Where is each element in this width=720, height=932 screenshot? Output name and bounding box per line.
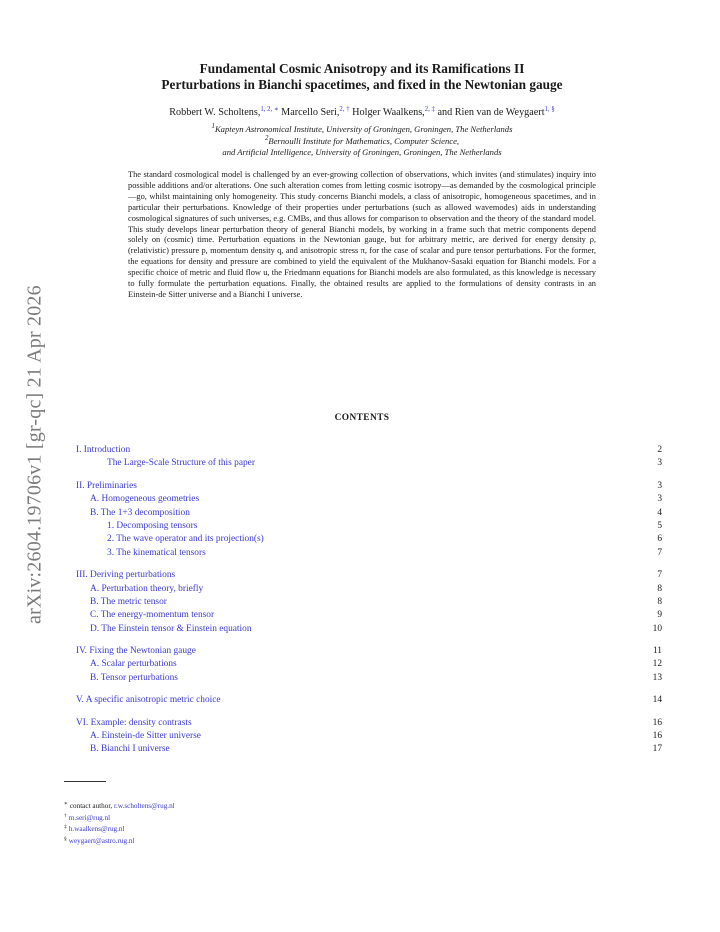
toc-entry[interactable] [76,507,662,520]
toc-entry-link[interactable]: IV. Fixing the Newtonian gauge [76,646,196,657]
author-2: Marcello Seri,$^{2, \dagger}$ [281,106,350,118]
toc-entry-page: 7 [657,547,662,558]
title-line-1: Fundamental Cosmic Anisotropy and its Ramifications II [199,61,525,76]
footnote-email-link[interactable]: h.waalkens@rug.nl [68,825,125,834]
footnote [64,813,175,825]
footnote-email-link[interactable]: r.w.scholtens@rug.nl [114,802,175,810]
abstract: The standard cosmological model is challenged by an ever-growing collection of observations, which invites (and stimulates) inquiry into possible additions and/or alterations. One such alteration comes from letting cosmic isotropy—as demanded by the cosmological principle—go, whilst maintaining only homogeneity. This study concerns Bianchi models, a class of anisotropic, homogeneous spacetimes, and in particular their perturbations. Knowledge of their properties under perturbations (such as allowed wavemodes) aids in understanding cosmological signatures of such universes, e.g. CMBs, and thus allows for comparison to observation and the theory of the standard model. This study develops linear perturbation theory of general Bianchi models, by working in a frame such that metric components depend solely on (cosmic) time. Perturbation equations in the Newtonian gauge, but for arbitrary metric, are derived for energy density ρ, (relativistic) pressure p, momentum density q, and anisotropic stress π, for the case of scalar and pure tensor perturbations. For the former, the equations for density and pressure are combined to yield the equivalent of the Mukhanov-Sasaki equation for Bianchi models. For a specific choice of metric and fluid flow u, the Friedmann equations for Bianchi models are also formulated, as this knowledge is necessary to fully formulate the perturbation equations. Finally, the obtained results are applied to the formulations of density contrasts in an Einstein-de Sitter universe and a Bianchi I universe. [128,170,596,299]
author-3-mark[interactable]: 2, ‡ [424,106,435,113]
affiliation-2: $^2$Bernoulli Institute for Mathematics, Computer Science, [264,134,460,146]
toc-entry-page: 9 [657,610,662,621]
toc-entry[interactable] [76,480,662,493]
toc-entry[interactable] [76,743,662,756]
footnote [64,836,175,848]
toc-entry-page: 6 [657,534,662,545]
contents-heading: CONTENTS [334,413,390,423]
toc-entry[interactable] [76,694,662,707]
toc-entry-page: 3 [657,480,662,491]
arxiv-sidebar-stamp: arXiv:2604.19706v1 [gr-qc] 21 Apr 2026 [23,285,46,625]
toc-entry-link[interactable]: V. A specific anisotropic metric choice [76,695,221,706]
toc-entry-page: 10 [652,623,662,634]
toc-entry-link[interactable]: 3. The kinematical tensors [107,547,206,558]
toc-entry[interactable] [76,533,662,546]
toc-entry-page: 17 [652,744,662,755]
footnote-email-link[interactable]: m.seri@rug.nl [68,813,111,822]
toc-entry-page: 2 [657,445,662,455]
toc-entry-link[interactable]: 1. Decomposing tensors [107,520,198,531]
toc-entry-link[interactable]: III. Deriving perturbations [76,570,176,581]
footnote-mark: § [64,835,67,842]
toc-entry-link[interactable]: II. Preliminaries [76,480,137,491]
toc-entry-page: 16 [652,717,662,728]
title-line-2: Perturbations in Bianchi spacetimes, and fixed in the Newtonian gauge [161,77,563,92]
toc-group-gap [76,708,662,717]
table-of-contents [76,444,662,757]
footnote-rule [64,781,106,782]
toc-entry[interactable] [76,569,662,582]
toc-entry-page: 13 [652,672,662,683]
toc-entry-page: 4 [657,507,662,518]
author-2-mark[interactable]: 2, † [339,106,350,113]
author-4: and Rien van de Weygaert$^{1, \S}$ [437,106,555,118]
toc-entry-page: 16 [652,731,662,742]
affiliation-1: $^1$Kapteyn Astronomical Institute, University of Groningen, Groningen, The Netherlands [211,123,513,134]
toc-group-gap [76,471,662,480]
toc-entry[interactable] [76,444,662,457]
footnote [64,824,175,836]
toc-entry-link[interactable]: A. Einstein-de Sitter universe [90,731,201,742]
toc-entry[interactable] [76,520,662,533]
toc-group-gap [76,636,662,645]
toc-entry[interactable] [76,609,662,622]
toc-entry-page: 11 [652,646,662,657]
footnote-mark: ‡ [64,824,67,831]
toc-entry-page: 3 [657,494,662,505]
footnotes [64,801,175,847]
author-1: Robbert W. Scholtens,$^{1, 2, ∗}$ [169,106,279,118]
toc-entry-link[interactable]: D. The Einstein tensor & Einstein equation [90,623,252,634]
toc-group-gap [76,560,662,569]
toc-entry-link[interactable]: A. Scalar perturbations [90,659,177,670]
toc-entry[interactable] [76,493,662,506]
toc-entry[interactable] [76,457,662,470]
toc-entry-page: 14 [652,695,662,706]
toc-entry-link[interactable]: B. Bianchi I universe [90,744,170,755]
toc-entry-page: 3 [657,458,662,469]
footnote [64,801,175,813]
footnote-mark: ∗ [64,801,68,807]
toc-entry[interactable] [76,658,662,671]
toc-entry[interactable] [76,730,662,743]
toc-entry-page: 12 [652,659,662,670]
toc-entry[interactable] [76,717,662,730]
toc-entry[interactable] [76,645,662,658]
footnote-mark: † [64,812,67,819]
author-3: Holger Waalkens,$^{2, \ddagger}$ [352,106,435,118]
toc-entry-link[interactable]: 2. The wave operator and its projection(s) [107,534,264,545]
author-list [60,106,664,119]
toc-entry[interactable] [76,596,662,609]
toc-entry-link[interactable]: B. The metric tensor [90,596,167,607]
toc-entry-link[interactable]: A. Perturbation theory, briefly [90,583,204,594]
toc-entry-link[interactable]: B. Tensor perturbations [90,672,178,683]
toc-entry-link[interactable]: A. Homogeneous geometries [90,494,200,505]
toc-entry-link[interactable]: I. Introduction [76,445,131,455]
toc-entry[interactable] [76,547,662,560]
toc-entry-link[interactable]: B. The 1+3 decomposition [90,507,190,518]
toc-entry-page: 8 [657,596,662,607]
author-1-mark[interactable]: 1, 2, ∗ [260,106,279,113]
toc-entry-link[interactable]: VI. Example: density contrasts [76,717,192,728]
toc-entry-page: 5 [657,520,662,531]
toc-entry[interactable] [76,672,662,685]
footnote-email-link[interactable]: weygaert@astro.rug.nl [68,836,135,845]
toc-entry-page: 8 [657,583,662,594]
affiliation-2-cont: and Artificial Intelligence, University of Groningen, Groningen, The Netherlands [222,147,502,157]
author-4-mark[interactable]: 1, § [544,106,555,113]
toc-entry-page: 7 [657,570,662,581]
affiliations [60,124,664,159]
toc-entry-link[interactable]: C. The energy-momentum tensor [90,610,215,621]
toc-entry[interactable] [76,583,662,596]
footnote-prefix: contact author, [69,802,115,810]
toc-entry-link[interactable]: The Large-Scale Structure of this paper [107,458,255,469]
toc-group-gap [76,685,662,694]
paper-title [60,61,664,93]
toc-entry[interactable] [76,623,662,636]
